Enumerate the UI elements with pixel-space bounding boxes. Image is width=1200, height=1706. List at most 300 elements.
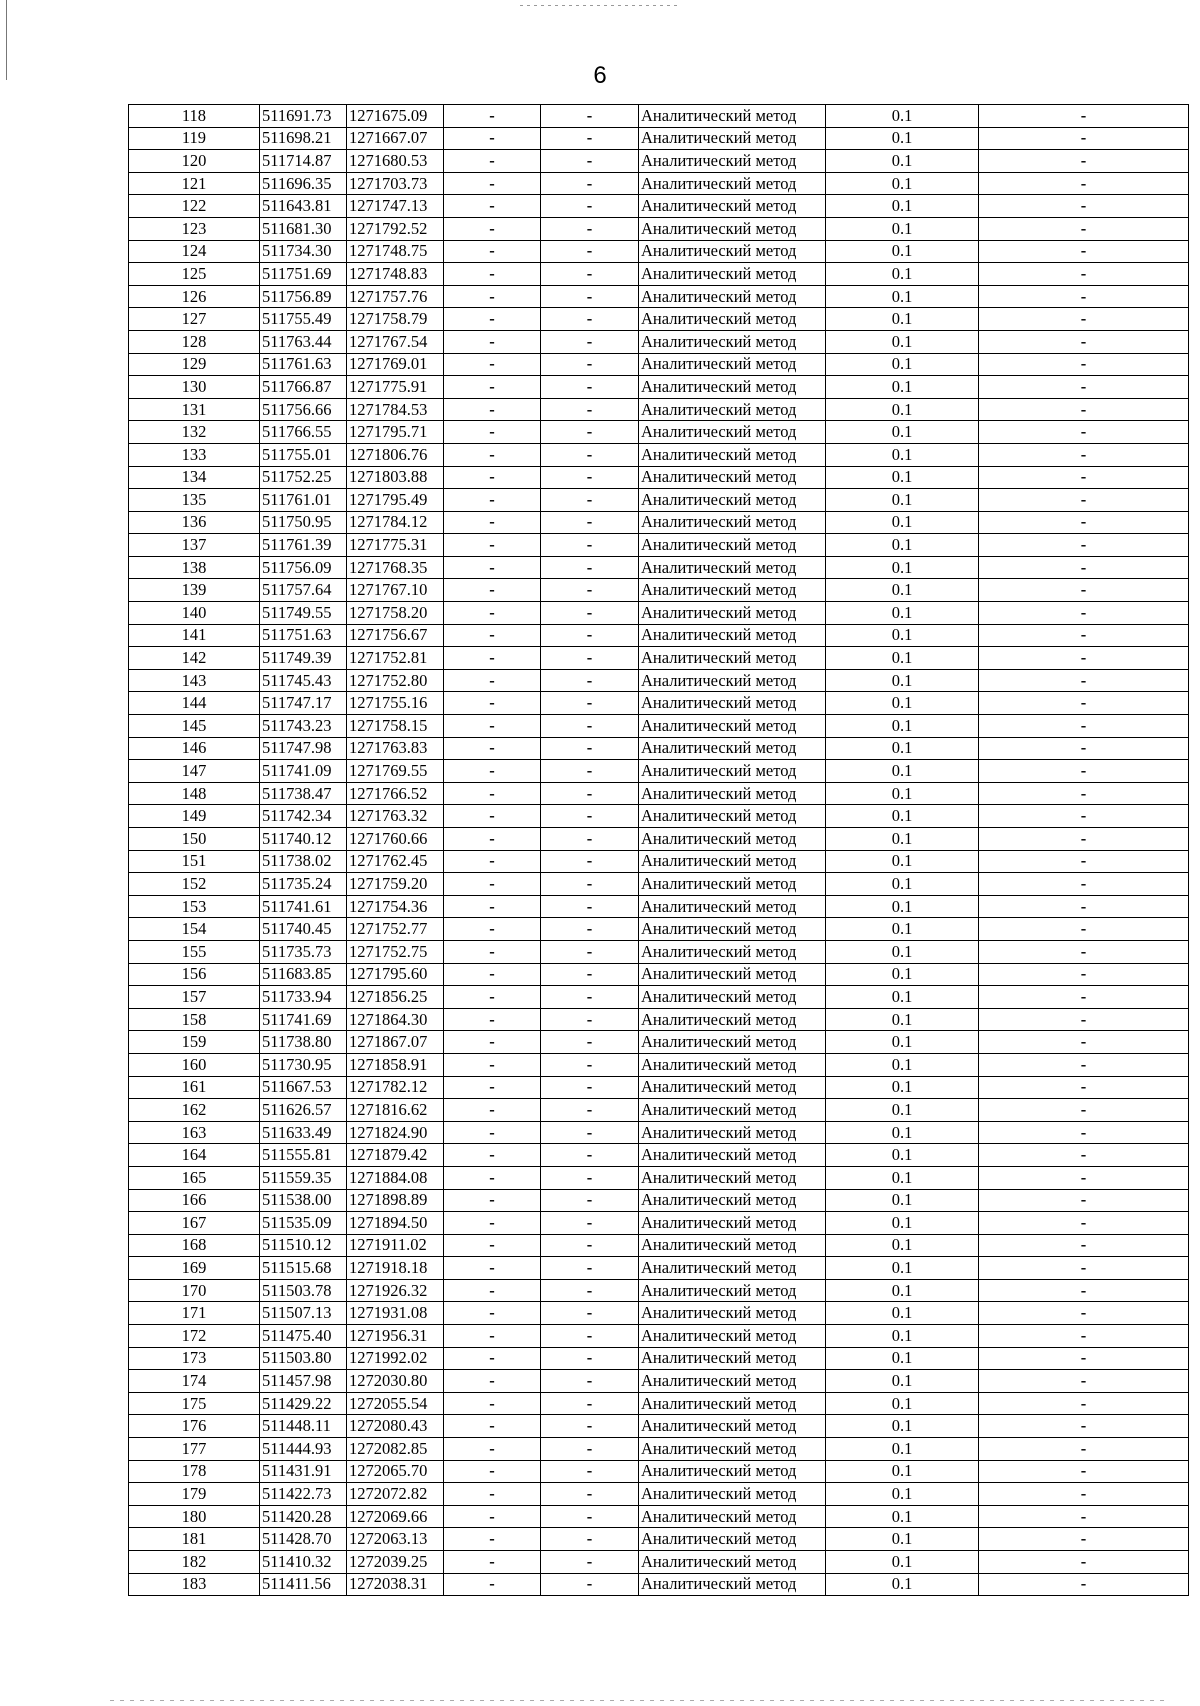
point-number-cell: 165: [129, 1166, 260, 1189]
y-coordinate-cell: 1271768.35: [347, 556, 444, 579]
empty-value-cell: -: [979, 127, 1189, 150]
empty-value-cell: -: [979, 1551, 1189, 1574]
accuracy-cell: 0.1: [826, 353, 979, 376]
x-coordinate-cell: 511457.98: [260, 1370, 347, 1393]
empty-value-cell: -: [444, 398, 541, 421]
empty-value-cell: -: [979, 534, 1189, 557]
accuracy-cell: 0.1: [826, 828, 979, 851]
table-row: [129, 263, 1189, 286]
empty-value-cell: -: [541, 511, 639, 534]
empty-value-cell: -: [444, 330, 541, 353]
x-coordinate-cell: 511740.45: [260, 918, 347, 941]
x-coordinate-cell: 511681.30: [260, 217, 347, 240]
x-coordinate-cell: 511738.80: [260, 1031, 347, 1054]
empty-value-cell: -: [444, 692, 541, 715]
table-row: [129, 511, 1189, 534]
y-coordinate-cell: 1271763.32: [347, 805, 444, 828]
method-cell: Аналитический метод: [639, 1031, 826, 1054]
empty-value-cell: -: [444, 579, 541, 602]
table-row: [129, 1573, 1189, 1596]
empty-value-cell: -: [541, 1053, 639, 1076]
x-coordinate-cell: 511735.24: [260, 873, 347, 896]
method-cell: Аналитический метод: [639, 850, 826, 873]
point-number-cell: 133: [129, 443, 260, 466]
empty-value-cell: -: [541, 895, 639, 918]
empty-value-cell: -: [541, 466, 639, 489]
x-coordinate-cell: 511696.35: [260, 172, 347, 195]
empty-value-cell: -: [444, 1189, 541, 1212]
accuracy-cell: 0.1: [826, 217, 979, 240]
table-row: [129, 1144, 1189, 1167]
accuracy-cell: 0.1: [826, 1189, 979, 1212]
accuracy-cell: 0.1: [826, 1415, 979, 1438]
empty-value-cell: -: [541, 489, 639, 512]
empty-value-cell: -: [979, 1392, 1189, 1415]
y-coordinate-cell: 1271775.31: [347, 534, 444, 557]
method-cell: Аналитический метод: [639, 308, 826, 331]
empty-value-cell: -: [979, 963, 1189, 986]
empty-value-cell: -: [444, 1438, 541, 1461]
empty-value-cell: -: [541, 1257, 639, 1280]
empty-value-cell: -: [979, 1189, 1189, 1212]
method-cell: Аналитический метод: [639, 1279, 826, 1302]
empty-value-cell: -: [444, 150, 541, 173]
method-cell: Аналитический метод: [639, 1212, 826, 1235]
y-coordinate-cell: 1271703.73: [347, 172, 444, 195]
method-cell: Аналитический метод: [639, 1483, 826, 1506]
accuracy-cell: 0.1: [826, 850, 979, 873]
accuracy-cell: 0.1: [826, 692, 979, 715]
empty-value-cell: -: [444, 850, 541, 873]
point-number-cell: 142: [129, 647, 260, 670]
point-number-cell: 127: [129, 308, 260, 331]
x-coordinate-cell: 511733.94: [260, 986, 347, 1009]
empty-value-cell: -: [541, 1212, 639, 1235]
y-coordinate-cell: 1271911.02: [347, 1234, 444, 1257]
empty-value-cell: -: [444, 1099, 541, 1122]
method-cell: Аналитический метод: [639, 1144, 826, 1167]
empty-value-cell: -: [979, 353, 1189, 376]
empty-value-cell: -: [541, 1099, 639, 1122]
table-row: [129, 1505, 1189, 1528]
accuracy-cell: 0.1: [826, 895, 979, 918]
point-number-cell: 157: [129, 986, 260, 1009]
method-cell: Аналитический метод: [639, 1189, 826, 1212]
empty-value-cell: -: [541, 308, 639, 331]
method-cell: Аналитический метод: [639, 963, 826, 986]
empty-value-cell: -: [541, 172, 639, 195]
point-number-cell: 170: [129, 1279, 260, 1302]
x-coordinate-cell: 511743.23: [260, 715, 347, 738]
empty-value-cell: -: [444, 240, 541, 263]
empty-value-cell: -: [979, 873, 1189, 896]
scan-artifact-top: [520, 5, 680, 6]
table-row: [129, 737, 1189, 760]
table-row: [129, 1279, 1189, 1302]
table-row: [129, 1370, 1189, 1393]
table-row: [129, 1053, 1189, 1076]
empty-value-cell: -: [444, 1302, 541, 1325]
accuracy-cell: 0.1: [826, 511, 979, 534]
accuracy-cell: 0.1: [826, 1460, 979, 1483]
empty-value-cell: -: [541, 1483, 639, 1506]
y-coordinate-cell: 1272082.85: [347, 1438, 444, 1461]
empty-value-cell: -: [541, 1008, 639, 1031]
point-number-cell: 129: [129, 353, 260, 376]
method-cell: Аналитический метод: [639, 805, 826, 828]
x-coordinate-cell: 511757.64: [260, 579, 347, 602]
table-row: [129, 1415, 1189, 1438]
accuracy-cell: 0.1: [826, 376, 979, 399]
table-row: [129, 376, 1189, 399]
table-row: [129, 195, 1189, 218]
y-coordinate-cell: 1271680.53: [347, 150, 444, 173]
empty-value-cell: -: [979, 918, 1189, 941]
method-cell: Аналитический метод: [639, 466, 826, 489]
y-coordinate-cell: 1271752.80: [347, 669, 444, 692]
empty-value-cell: -: [444, 263, 541, 286]
empty-value-cell: -: [444, 1008, 541, 1031]
y-coordinate-cell: 1272063.13: [347, 1528, 444, 1551]
x-coordinate-cell: 511507.13: [260, 1302, 347, 1325]
y-coordinate-cell: 1272055.54: [347, 1392, 444, 1415]
empty-value-cell: -: [444, 127, 541, 150]
y-coordinate-cell: 1271769.01: [347, 353, 444, 376]
point-number-cell: 130: [129, 376, 260, 399]
accuracy-cell: 0.1: [826, 1325, 979, 1348]
x-coordinate-cell: 511761.01: [260, 489, 347, 512]
coordinates-table-body: [129, 105, 1189, 1596]
accuracy-cell: 0.1: [826, 285, 979, 308]
empty-value-cell: -: [979, 1505, 1189, 1528]
accuracy-cell: 0.1: [826, 1392, 979, 1415]
y-coordinate-cell: 1271824.90: [347, 1121, 444, 1144]
accuracy-cell: 0.1: [826, 1099, 979, 1122]
table-row: [129, 489, 1189, 512]
table-row: [129, 1257, 1189, 1280]
empty-value-cell: -: [444, 1505, 541, 1528]
point-number-cell: 141: [129, 624, 260, 647]
empty-value-cell: -: [444, 308, 541, 331]
empty-value-cell: -: [979, 285, 1189, 308]
empty-value-cell: -: [541, 624, 639, 647]
table-row: [129, 353, 1189, 376]
x-coordinate-cell: 511698.21: [260, 127, 347, 150]
method-cell: Аналитический метод: [639, 1370, 826, 1393]
x-coordinate-cell: 511475.40: [260, 1325, 347, 1348]
x-coordinate-cell: 511741.61: [260, 895, 347, 918]
accuracy-cell: 0.1: [826, 1551, 979, 1574]
point-number-cell: 175: [129, 1392, 260, 1415]
y-coordinate-cell: 1272039.25: [347, 1551, 444, 1574]
x-coordinate-cell: 511503.78: [260, 1279, 347, 1302]
table-row: [129, 828, 1189, 851]
empty-value-cell: -: [541, 760, 639, 783]
empty-value-cell: -: [444, 1460, 541, 1483]
y-coordinate-cell: 1271754.36: [347, 895, 444, 918]
empty-value-cell: -: [979, 1008, 1189, 1031]
empty-value-cell: -: [444, 1257, 541, 1280]
x-coordinate-cell: 511756.09: [260, 556, 347, 579]
y-coordinate-cell: 1271816.62: [347, 1099, 444, 1122]
x-coordinate-cell: 511667.53: [260, 1076, 347, 1099]
table-row: [129, 647, 1189, 670]
empty-value-cell: -: [444, 556, 541, 579]
accuracy-cell: 0.1: [826, 263, 979, 286]
x-coordinate-cell: 511738.47: [260, 782, 347, 805]
empty-value-cell: -: [541, 1302, 639, 1325]
table-row: [129, 172, 1189, 195]
accuracy-cell: 0.1: [826, 1257, 979, 1280]
point-number-cell: 171: [129, 1302, 260, 1325]
accuracy-cell: 0.1: [826, 624, 979, 647]
empty-value-cell: -: [541, 692, 639, 715]
method-cell: Аналитический метод: [639, 1257, 826, 1280]
accuracy-cell: 0.1: [826, 1505, 979, 1528]
empty-value-cell: -: [979, 940, 1189, 963]
y-coordinate-cell: 1271675.09: [347, 105, 444, 128]
x-coordinate-cell: 511633.49: [260, 1121, 347, 1144]
accuracy-cell: 0.1: [826, 330, 979, 353]
method-cell: Аналитический метод: [639, 940, 826, 963]
y-coordinate-cell: 1271894.50: [347, 1212, 444, 1235]
empty-value-cell: -: [444, 782, 541, 805]
point-number-cell: 161: [129, 1076, 260, 1099]
point-number-cell: 182: [129, 1551, 260, 1574]
method-cell: Аналитический метод: [639, 489, 826, 512]
empty-value-cell: -: [541, 1460, 639, 1483]
accuracy-cell: 0.1: [826, 963, 979, 986]
method-cell: Аналитический метод: [639, 782, 826, 805]
table-row: [129, 963, 1189, 986]
empty-value-cell: -: [541, 1279, 639, 1302]
empty-value-cell: -: [444, 1370, 541, 1393]
method-cell: Аналитический метод: [639, 602, 826, 625]
empty-value-cell: -: [541, 285, 639, 308]
empty-value-cell: -: [541, 1121, 639, 1144]
accuracy-cell: 0.1: [826, 172, 979, 195]
y-coordinate-cell: 1271748.83: [347, 263, 444, 286]
accuracy-cell: 0.1: [826, 1279, 979, 1302]
empty-value-cell: -: [979, 1302, 1189, 1325]
accuracy-cell: 0.1: [826, 1438, 979, 1461]
y-coordinate-cell: 1271762.45: [347, 850, 444, 873]
y-coordinate-cell: 1271667.07: [347, 127, 444, 150]
empty-value-cell: -: [979, 105, 1189, 128]
accuracy-cell: 0.1: [826, 443, 979, 466]
empty-value-cell: -: [541, 1528, 639, 1551]
method-cell: Аналитический метод: [639, 647, 826, 670]
x-coordinate-cell: 511730.95: [260, 1053, 347, 1076]
point-number-cell: 136: [129, 511, 260, 534]
accuracy-cell: 0.1: [826, 1031, 979, 1054]
x-coordinate-cell: 511755.01: [260, 443, 347, 466]
empty-value-cell: -: [979, 1234, 1189, 1257]
method-cell: Аналитический метод: [639, 1415, 826, 1438]
y-coordinate-cell: 1271760.66: [347, 828, 444, 851]
point-number-cell: 172: [129, 1325, 260, 1348]
table-row: [129, 579, 1189, 602]
point-number-cell: 144: [129, 692, 260, 715]
table-row: [129, 782, 1189, 805]
x-coordinate-cell: 511741.69: [260, 1008, 347, 1031]
empty-value-cell: -: [541, 1551, 639, 1574]
x-coordinate-cell: 511751.63: [260, 624, 347, 647]
x-coordinate-cell: 511515.68: [260, 1257, 347, 1280]
empty-value-cell: -: [979, 1257, 1189, 1280]
point-number-cell: 139: [129, 579, 260, 602]
empty-value-cell: -: [541, 647, 639, 670]
method-cell: Аналитический метод: [639, 895, 826, 918]
table-row: [129, 398, 1189, 421]
empty-value-cell: -: [979, 1573, 1189, 1596]
y-coordinate-cell: 1271752.77: [347, 918, 444, 941]
empty-value-cell: -: [444, 940, 541, 963]
table-row: [129, 330, 1189, 353]
empty-value-cell: -: [541, 1076, 639, 1099]
empty-value-cell: -: [979, 376, 1189, 399]
empty-value-cell: -: [444, 1483, 541, 1506]
accuracy-cell: 0.1: [826, 1076, 979, 1099]
table-row: [129, 285, 1189, 308]
empty-value-cell: -: [541, 398, 639, 421]
accuracy-cell: 0.1: [826, 940, 979, 963]
accuracy-cell: 0.1: [826, 150, 979, 173]
empty-value-cell: -: [444, 1392, 541, 1415]
empty-value-cell: -: [979, 624, 1189, 647]
empty-value-cell: -: [979, 715, 1189, 738]
accuracy-cell: 0.1: [826, 240, 979, 263]
table-row: [129, 624, 1189, 647]
x-coordinate-cell: 511738.02: [260, 850, 347, 873]
empty-value-cell: -: [444, 511, 541, 534]
y-coordinate-cell: 1271748.75: [347, 240, 444, 263]
empty-value-cell: -: [541, 963, 639, 986]
x-coordinate-cell: 511422.73: [260, 1483, 347, 1506]
table-row: [129, 1551, 1189, 1574]
x-coordinate-cell: 511755.49: [260, 308, 347, 331]
empty-value-cell: -: [444, 1076, 541, 1099]
accuracy-cell: 0.1: [826, 1166, 979, 1189]
method-cell: Аналитический метод: [639, 105, 826, 128]
y-coordinate-cell: 1272038.31: [347, 1573, 444, 1596]
table-row: [129, 1483, 1189, 1506]
x-coordinate-cell: 511741.09: [260, 760, 347, 783]
table-row: [129, 1031, 1189, 1054]
method-cell: Аналитический метод: [639, 1528, 826, 1551]
point-number-cell: 158: [129, 1008, 260, 1031]
empty-value-cell: -: [541, 1415, 639, 1438]
empty-value-cell: -: [979, 1166, 1189, 1189]
x-coordinate-cell: 511761.39: [260, 534, 347, 557]
accuracy-cell: 0.1: [826, 805, 979, 828]
y-coordinate-cell: 1271867.07: [347, 1031, 444, 1054]
empty-value-cell: -: [541, 195, 639, 218]
empty-value-cell: -: [541, 1144, 639, 1167]
empty-value-cell: -: [541, 1234, 639, 1257]
empty-value-cell: -: [541, 240, 639, 263]
empty-value-cell: -: [541, 715, 639, 738]
accuracy-cell: 0.1: [826, 1483, 979, 1506]
method-cell: Аналитический метод: [639, 150, 826, 173]
table-row: [129, 556, 1189, 579]
empty-value-cell: -: [444, 828, 541, 851]
scan-artifact-bottom: [110, 1700, 1170, 1701]
method-cell: Аналитический метод: [639, 421, 826, 444]
point-number-cell: 119: [129, 127, 260, 150]
method-cell: Аналитический метод: [639, 1053, 826, 1076]
y-coordinate-cell: 1272030.80: [347, 1370, 444, 1393]
method-cell: Аналитический метод: [639, 715, 826, 738]
empty-value-cell: -: [979, 240, 1189, 263]
point-number-cell: 155: [129, 940, 260, 963]
empty-value-cell: -: [979, 1144, 1189, 1167]
table-row: [129, 1392, 1189, 1415]
accuracy-cell: 0.1: [826, 602, 979, 625]
empty-value-cell: -: [444, 1573, 541, 1596]
y-coordinate-cell: 1272080.43: [347, 1415, 444, 1438]
empty-value-cell: -: [541, 873, 639, 896]
method-cell: Аналитический метод: [639, 669, 826, 692]
y-coordinate-cell: 1271795.60: [347, 963, 444, 986]
accuracy-cell: 0.1: [826, 308, 979, 331]
point-number-cell: 120: [129, 150, 260, 173]
y-coordinate-cell: 1271747.13: [347, 195, 444, 218]
y-coordinate-cell: 1271795.71: [347, 421, 444, 444]
accuracy-cell: 0.1: [826, 579, 979, 602]
empty-value-cell: -: [979, 172, 1189, 195]
x-coordinate-cell: 511535.09: [260, 1212, 347, 1235]
empty-value-cell: -: [541, 579, 639, 602]
point-number-cell: 135: [129, 489, 260, 512]
empty-value-cell: -: [541, 1189, 639, 1212]
accuracy-cell: 0.1: [826, 669, 979, 692]
table-row: [129, 1528, 1189, 1551]
x-coordinate-cell: 511750.95: [260, 511, 347, 534]
empty-value-cell: -: [979, 669, 1189, 692]
y-coordinate-cell: 1271806.76: [347, 443, 444, 466]
point-number-cell: 122: [129, 195, 260, 218]
point-number-cell: 169: [129, 1257, 260, 1280]
table-row: [129, 1189, 1189, 1212]
empty-value-cell: -: [979, 217, 1189, 240]
empty-value-cell: -: [444, 1234, 541, 1257]
method-cell: Аналитический метод: [639, 195, 826, 218]
x-coordinate-cell: 511691.73: [260, 105, 347, 128]
x-coordinate-cell: 511740.12: [260, 828, 347, 851]
empty-value-cell: -: [444, 1325, 541, 1348]
y-coordinate-cell: 1271792.52: [347, 217, 444, 240]
y-coordinate-cell: 1271769.55: [347, 760, 444, 783]
accuracy-cell: 0.1: [826, 1121, 979, 1144]
point-number-cell: 179: [129, 1483, 260, 1506]
empty-value-cell: -: [979, 1483, 1189, 1506]
method-cell: Аналитический метод: [639, 918, 826, 941]
empty-value-cell: -: [541, 353, 639, 376]
empty-value-cell: -: [979, 1053, 1189, 1076]
y-coordinate-cell: 1271795.49: [347, 489, 444, 512]
empty-value-cell: -: [979, 195, 1189, 218]
x-coordinate-cell: 511766.55: [260, 421, 347, 444]
coordinates-table: [128, 104, 1189, 1596]
empty-value-cell: -: [541, 1325, 639, 1348]
empty-value-cell: -: [979, 1438, 1189, 1461]
method-cell: Аналитический метод: [639, 127, 826, 150]
empty-value-cell: -: [541, 918, 639, 941]
empty-value-cell: -: [979, 1460, 1189, 1483]
empty-value-cell: -: [541, 828, 639, 851]
y-coordinate-cell: 1271784.12: [347, 511, 444, 534]
